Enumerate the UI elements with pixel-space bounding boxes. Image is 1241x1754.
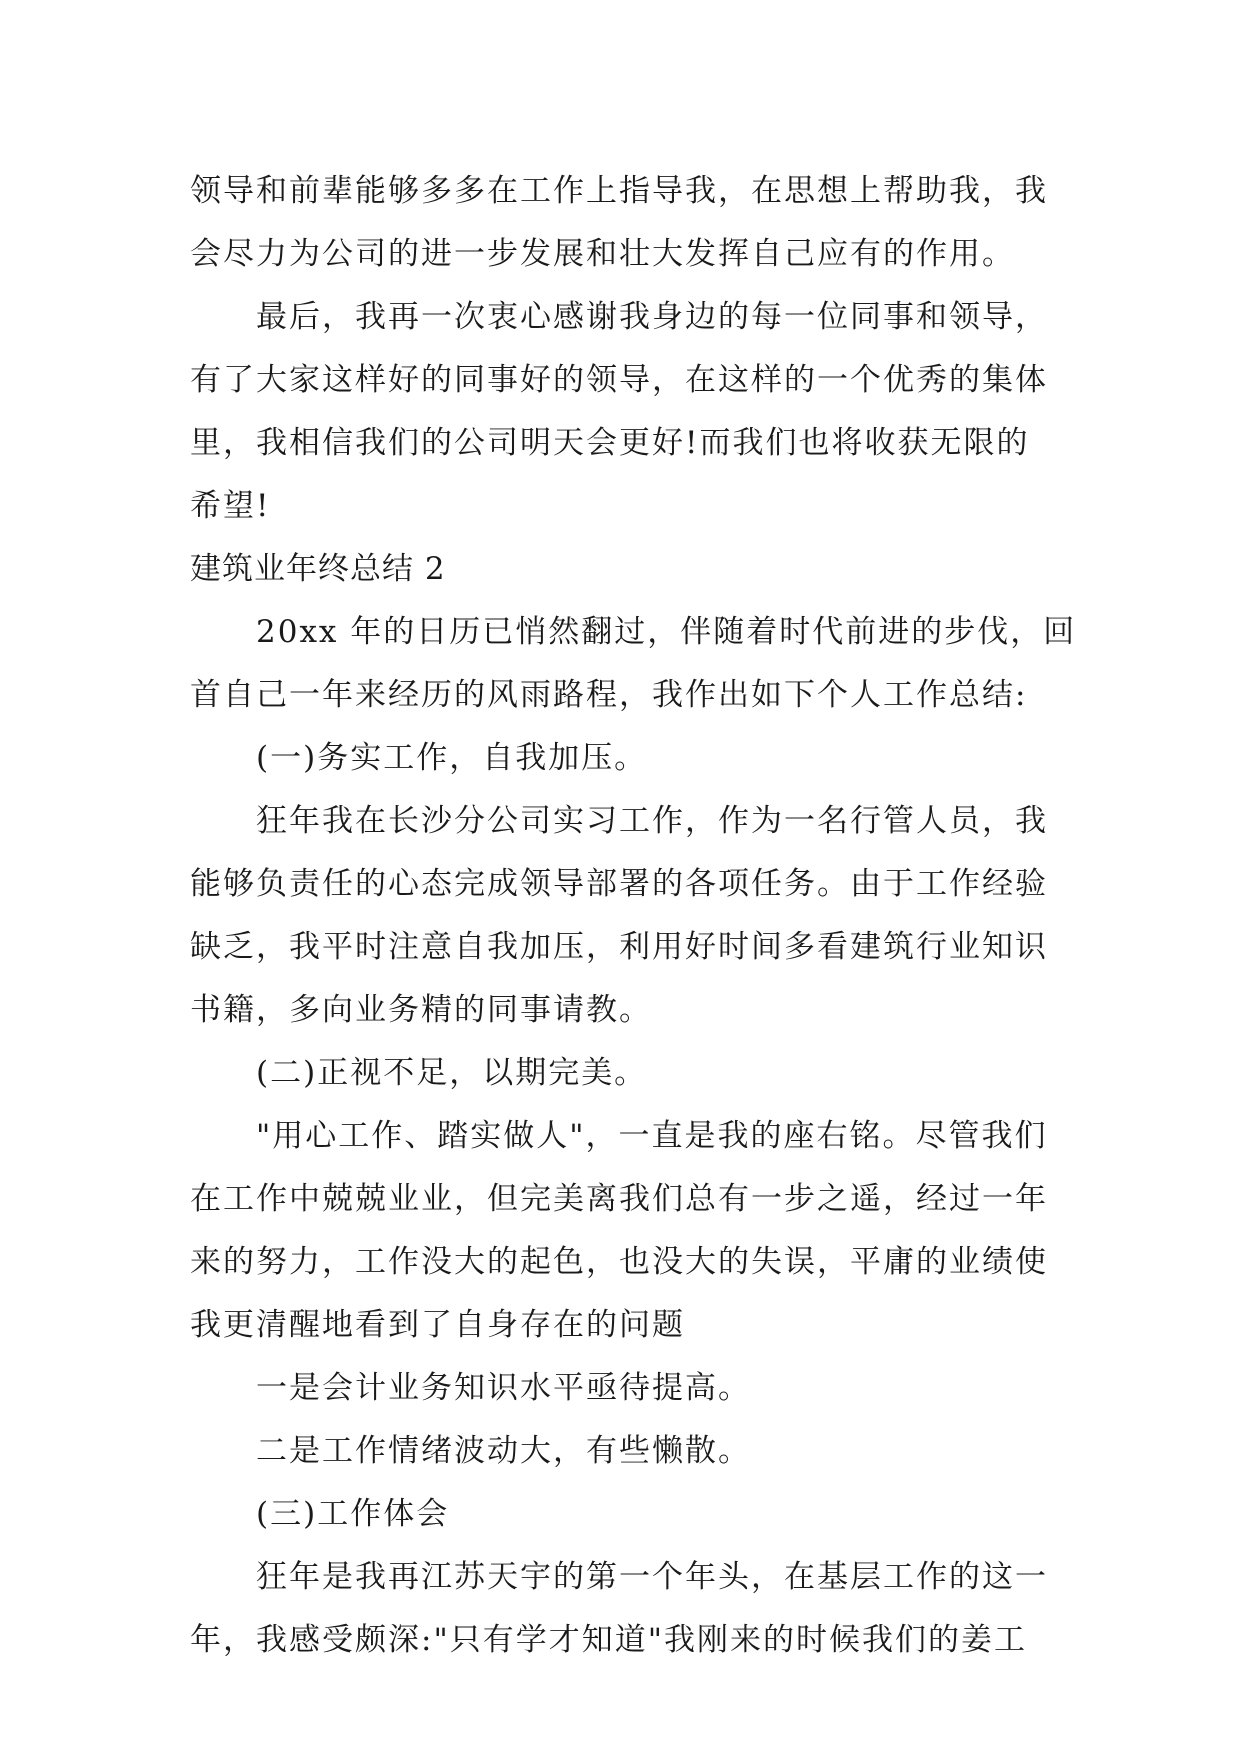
text-line: 能够负责任的心态完成领导部署的各项任务。由于工作经验 [190,866,1048,902]
paragraph-start-line: 20xx 年的日历已悄然翻过，伴随着时代前进的步伐，回 [256,614,1077,650]
subsection-heading: (三)工作体会 [256,1496,450,1532]
text-line: 里，我相信我们的公司明天会更好!而我们也将收获无限的 [190,425,1030,461]
text-line: 在工作中兢兢业业，但完美离我们总有一步之遥，经过一年 [190,1181,1048,1217]
paragraph-start-line: "用心工作、踏实做人"，一直是我的座右铭。尽管我们 [256,1118,1048,1154]
paragraph-start-line: 最后，我再一次衷心感谢我身边的每一位同事和领导， [256,299,1048,335]
text-line: 年，我感受颇深:"只有学才知道"我刚来的时候我们的姜工 [190,1622,1027,1658]
section-heading: 建筑业年终总结 2 [190,551,446,587]
subsection-heading: (一)务实工作，自我加压。 [256,740,648,776]
text-line: 希望! [190,488,271,524]
document-body [190,160,1077,1672]
text-line: 我更清醒地看到了自身存在的问题 [190,1307,685,1343]
text-line: 来的努力，工作没大的起色，也没大的失误，平庸的业绩使 [190,1244,1048,1280]
text-line: 缺乏，我平时注意自我加压，利用好时间多看建筑行业知识 [190,929,1048,965]
paragraph-start-line: 狂年我在长沙分公司实习工作，作为一名行管人员，我 [256,803,1048,839]
subsection-heading: (二)正视不足，以期完美。 [256,1055,648,1091]
text-line: 会尽力为公司的进一步发展和壮大发挥自己应有的作用。 [190,236,1015,272]
list-item-line: 一是会计业务知识水平亟待提高。 [256,1370,751,1406]
list-item-line: 二是工作情绪波动大，有些懒散。 [256,1433,751,1469]
text-line: 首自己一年来经历的风雨路程，我作出如下个人工作总结: [190,677,1028,713]
text-line: 领导和前辈能够多多在工作上指导我，在思想上帮助我，我 [190,173,1048,209]
text-line: 有了大家这样好的同事好的领导，在这样的一个优秀的集体 [190,362,1048,398]
paragraph-start-line: 狂年是我再江苏天宇的第一个年头，在基层工作的这一 [256,1559,1048,1595]
text-line: 书籍，多向业务精的同事请教。 [190,992,652,1028]
